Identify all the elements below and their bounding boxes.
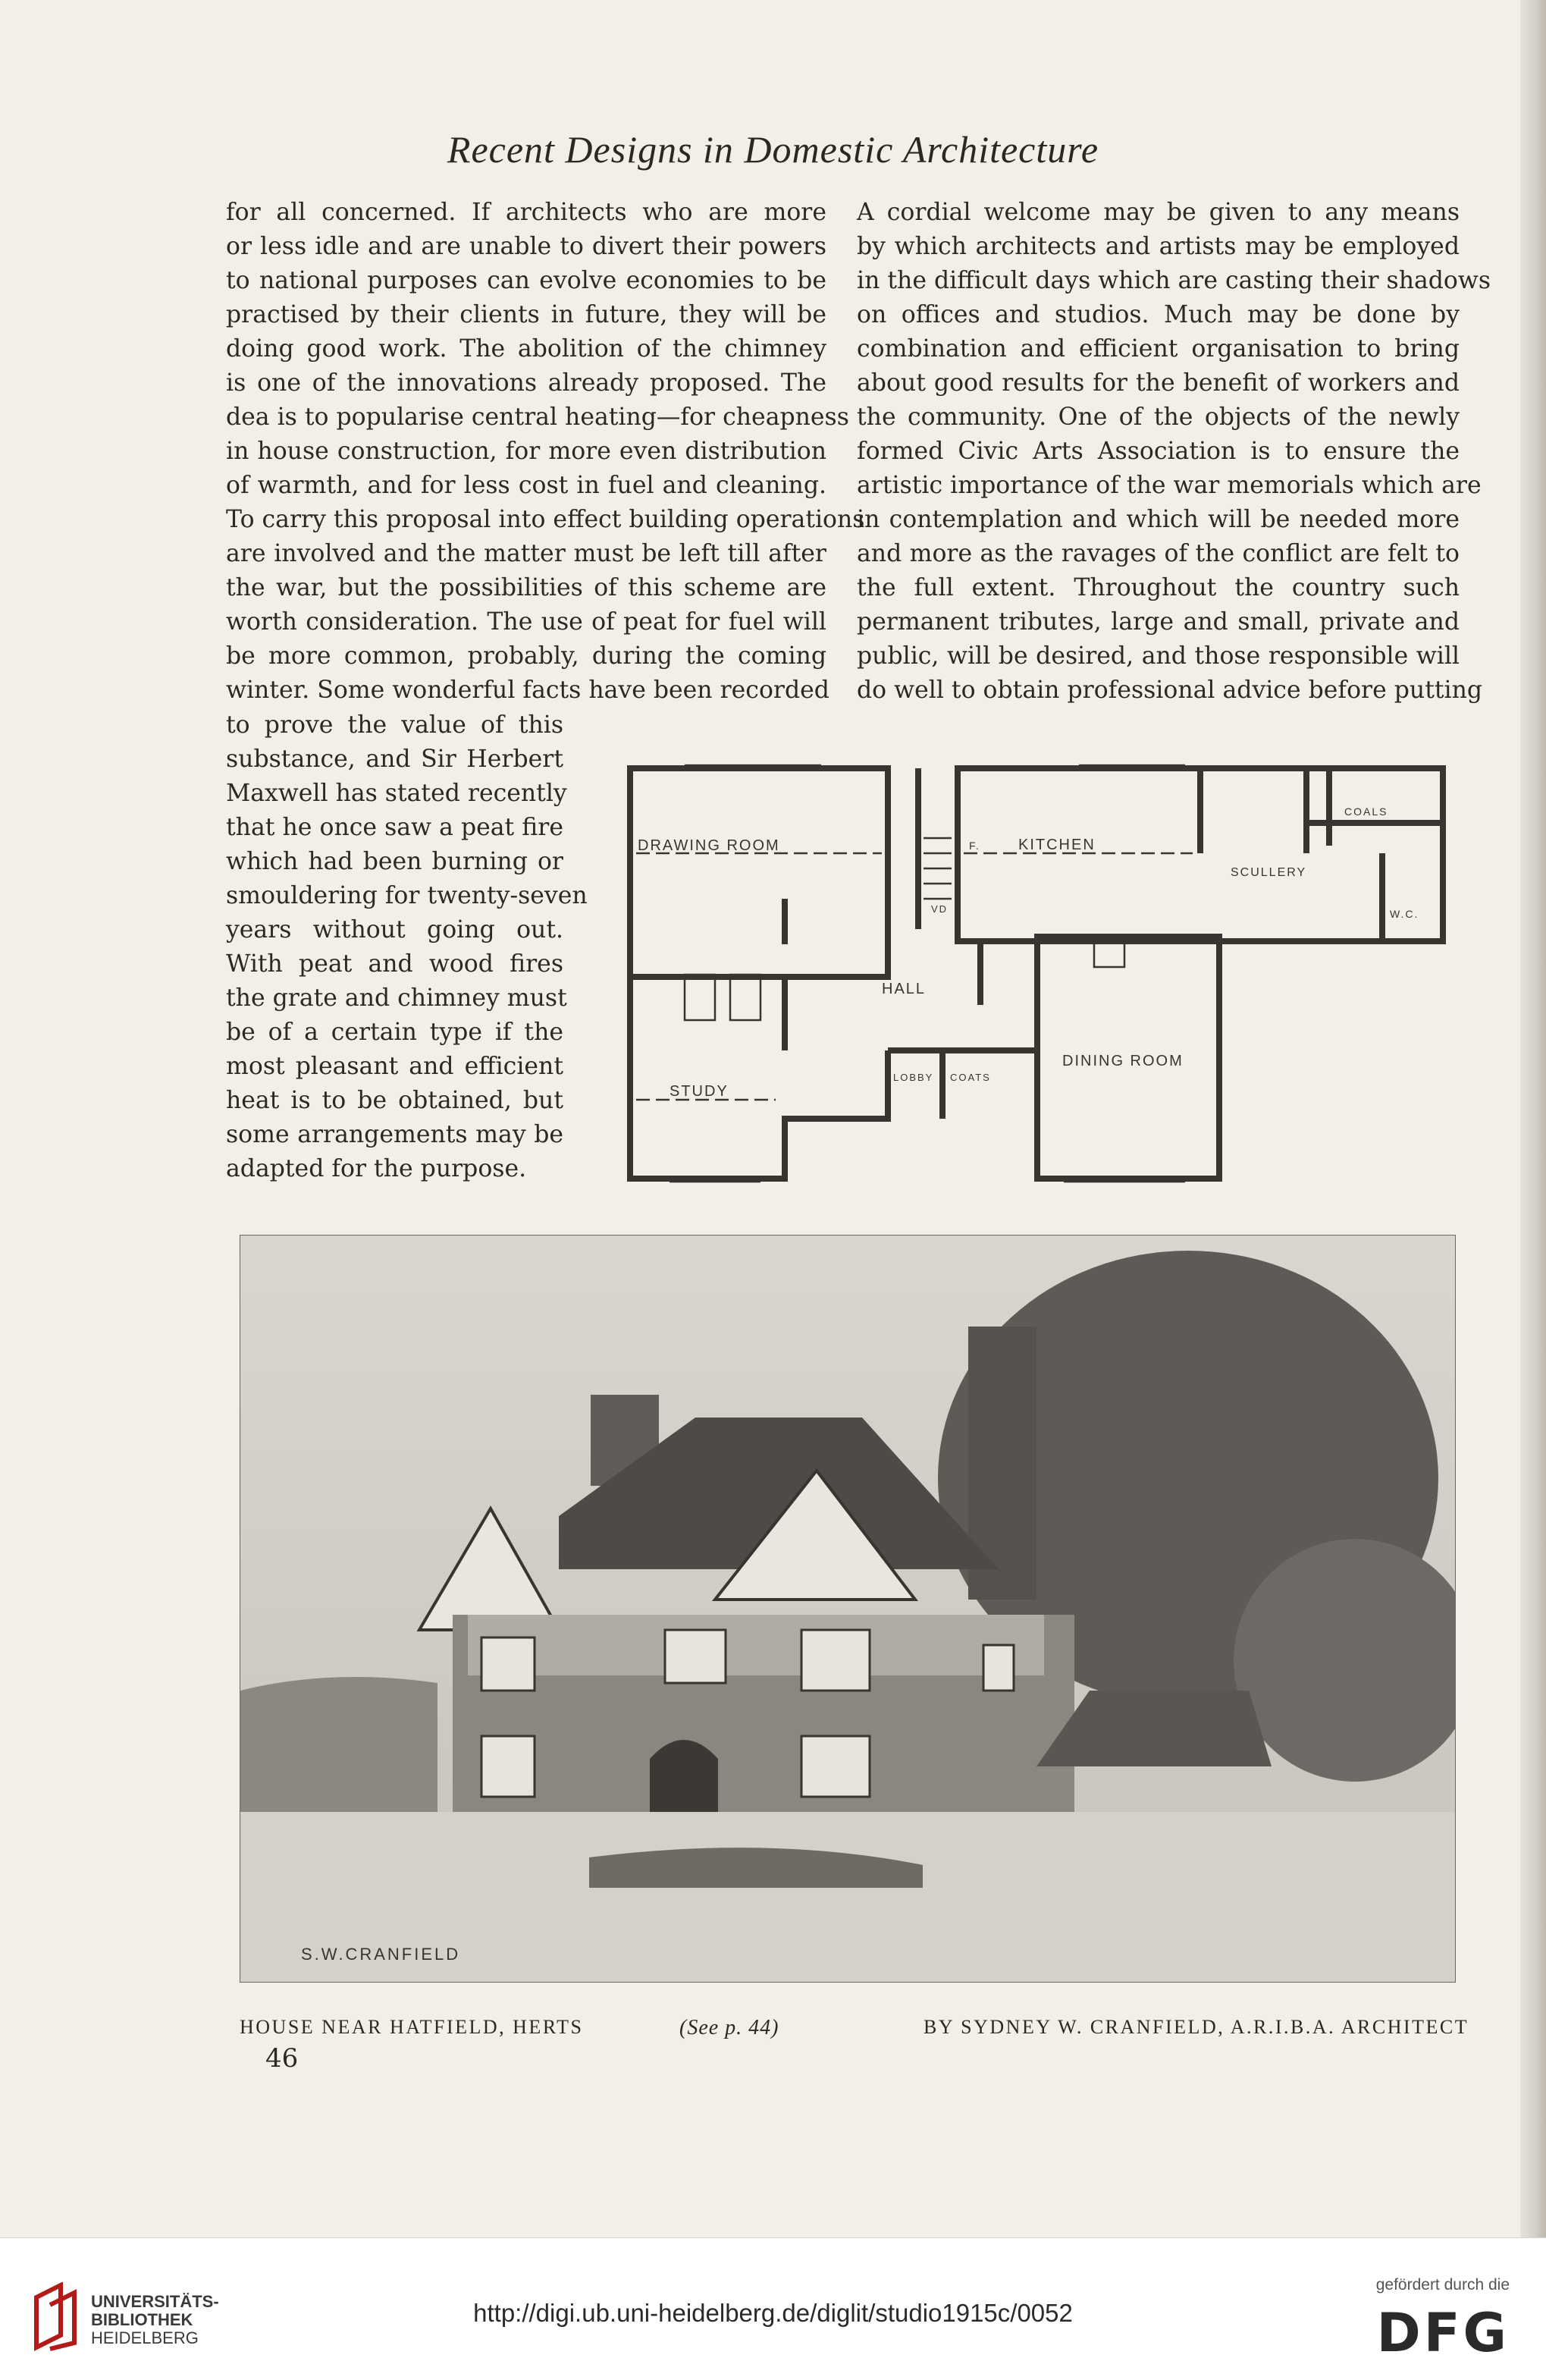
plan-label-lobby: LOBBY (893, 1072, 934, 1083)
text-line: public, will be desired, and those responsible will (857, 642, 1460, 670)
digitisation-footer (0, 2237, 1546, 2380)
plan-label-wc: W.C. (1390, 908, 1419, 920)
text-line: in the difficult days which are casting their shadows (857, 267, 1491, 294)
page-spine-shadow (1520, 0, 1546, 2237)
text-line: To carry this proposal into effect building operations (226, 506, 865, 533)
text-line: the war, but the possibilities of this scheme are (226, 574, 826, 601)
caption-architect: BY SYDNEY W. CRANFIELD, A.R.I.B.A. ARCHITECT (924, 2016, 1469, 2038)
plan-label-study: STUDY (670, 1083, 729, 1100)
illustration-window-6 (983, 1645, 1014, 1691)
illustration-window-5 (801, 1736, 870, 1797)
text-line: permanent tributes, large and small, private and (857, 608, 1460, 636)
text-line: heat is to be obtained, but (226, 1087, 563, 1114)
text-line: and more as the ravages of the conflict are felt to (857, 540, 1460, 567)
sponsor-text: gefördert durch die (1375, 2276, 1510, 2294)
text-line: in house construction, for more even distribution (226, 438, 826, 465)
dfg-logo: DFG (1376, 2302, 1510, 2364)
text-line: years without going out. (226, 916, 563, 944)
caption-see-page: (See p. 44) (679, 2016, 779, 2039)
plan-wall-hall-right (836, 1050, 888, 1119)
illustration-window-2 (665, 1630, 726, 1683)
library-name-line-3: HEIDELBERG (91, 2328, 199, 2347)
text-line: artistic importance of the war memorials which are (857, 472, 1482, 499)
text-line: that he once saw a peat fire (226, 814, 563, 841)
text-line: adapted for the purpose. (226, 1155, 527, 1182)
text-line: do well to obtain professional advice before putting (857, 677, 1483, 704)
page-number: 46 (265, 2043, 299, 2074)
text-line: to national purposes can evolve economies to be (226, 267, 826, 294)
text-line: on offices and studios. Much may be done by (857, 301, 1460, 328)
plan-label-coats: COATS (950, 1072, 991, 1083)
text-line: substance, and Sir Herbert (226, 746, 563, 773)
plan-label-drawing-room: DRAWING ROOM (638, 837, 780, 854)
text-column-right (857, 196, 1491, 708)
house-illustration (240, 1235, 1456, 1983)
text-line: is one of the innovations already proposed. The (226, 369, 826, 397)
plan-wall-drawing-room (630, 768, 888, 977)
plan-fireplace-1 (685, 975, 715, 1020)
text-line: the grate and chimney must (226, 984, 567, 1012)
text-line: some arrangements may be (226, 1121, 563, 1148)
text-line: formed Civic Arts Association is to ensure the (857, 438, 1460, 465)
text-line: in contemplation and which will be needed more (857, 506, 1460, 533)
plan-label-coals: COALS (1344, 805, 1388, 818)
plan-wall-hall (785, 768, 888, 1050)
illustration-signature: S.W.CRANFIELD (301, 1945, 461, 1964)
text-line: smouldering for twenty-seven (226, 882, 588, 909)
text-line: be of a certain type if the (226, 1019, 563, 1046)
illustration-window-1 (481, 1637, 535, 1691)
text-line: worth consideration. The use of peat for fuel will (226, 608, 826, 636)
text-line: or less idle and are unable to divert their powers (226, 233, 826, 260)
text-line: A cordial welcome may be given to any means (857, 199, 1460, 226)
plan-label-scullery: SCULLERY (1231, 866, 1307, 879)
plan-wall-coals (1329, 768, 1382, 941)
plan-fireplace-2 (730, 975, 760, 1020)
plan-stair-hatching (924, 838, 952, 899)
illustration-house-wall-upper (468, 1615, 1044, 1675)
plan-label-dining-room: DINING ROOM (1062, 1053, 1184, 1069)
plan-label-kitchen: KITCHEN (1018, 837, 1096, 853)
plan-wall-study (630, 977, 836, 1179)
plan-label-hall: HALL (882, 981, 927, 997)
library-name-line-1: UNIVERSITÄTS- (91, 2292, 219, 2311)
text-line: to prove the value of this (226, 711, 563, 739)
text-line: are involved and the matter must be left till after (226, 540, 826, 567)
text-line: the community. One of the objects of the newly (857, 403, 1460, 431)
floor-plan (624, 762, 1450, 1185)
text-line: With peat and wood fires (226, 950, 563, 978)
text-line: combination and efficient organisation to bring (857, 335, 1460, 363)
text-line: for all concerned. If architects who are more (226, 199, 826, 226)
permalink-url[interactable]: http://digi.ub.uni-heidelberg.de/diglit/studio1915c/0052 (473, 2299, 1073, 2327)
plan-wall-coats (888, 1050, 1037, 1119)
plan-label-f: F. (969, 840, 980, 852)
caption-title: HOUSE NEAR HATFIELD, HERTS (240, 2016, 584, 2038)
text-column-wrap (226, 708, 588, 1186)
running-head: Recent Designs in Domestic Architecture (447, 128, 1099, 171)
text-line: be more common, probably, during the coming (226, 642, 826, 670)
text-line: Maxwell has stated recently (226, 780, 567, 807)
text-line: which had been burning or (226, 848, 563, 875)
text-line: about good results for the benefit of workers and (857, 369, 1460, 397)
text-line: of warmth, and for less cost in fuel and cleaning. (226, 472, 826, 499)
illustration-window-3 (801, 1630, 870, 1691)
text-line: dea is to popularise central heating—for cheapness (226, 403, 849, 431)
plan-label-vd: VD (931, 903, 949, 915)
text-column-left (226, 196, 865, 708)
text-line: most pleasant and efficient (226, 1053, 563, 1080)
text-line: the full extent. Throughout the country such (857, 574, 1460, 601)
text-line: winter. Some wonderful facts have been recorded (226, 677, 829, 704)
plan-wall-scullery (1200, 768, 1443, 853)
text-line: doing good work. The abolition of the chimney (226, 335, 826, 363)
text-line: by which architects and artists may be employed (857, 233, 1460, 260)
plan-wall-corridor (918, 768, 980, 1005)
illustration-window-4 (481, 1736, 535, 1797)
library-name-line-2: BIBLIOTHEK (91, 2310, 193, 2329)
text-line: practised by their clients in future, they will be (226, 301, 826, 328)
illustration-hedge (240, 1677, 437, 1812)
